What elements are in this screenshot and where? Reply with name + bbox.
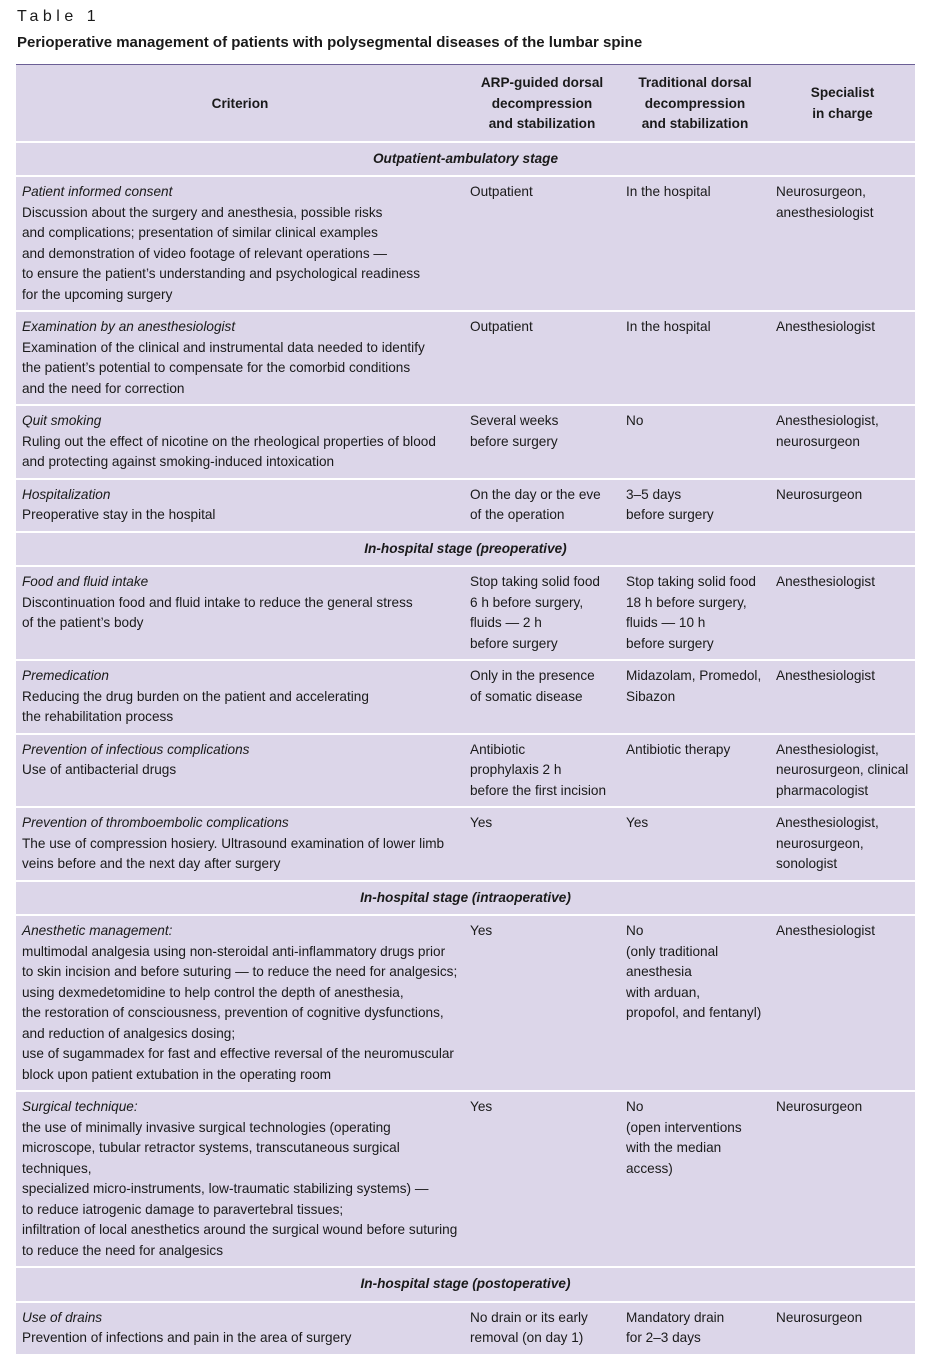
header-arp: ARP-guided dorsal decompression and stabilization [480, 75, 604, 131]
criterion-cell [16, 1091, 464, 1267]
table-row [16, 1091, 915, 1267]
table-row [16, 479, 915, 532]
criterion-desc: Reducing the drug burden on the patient and accelerating the rehabilitation process [22, 688, 369, 724]
criterion-desc: multimodal analgesia using non-steroidal anti-inflammatory drugs prior to skin incision and before suturing — to reduce the need for analgesics; using dexmedetomidine to help control the depth of anesthesia, the restoration of consciousness, prevention of cognitive dysfunctions, and reduction of analgesics dosing; use of sugammadex for fast and effective reversal of the neuromuscular block upon patient extubation in the operating room [22, 943, 458, 1082]
criterion-cell [16, 734, 464, 808]
traditional-cell: 3–5 days before surgery [620, 479, 770, 532]
table-row [16, 176, 915, 311]
criterion-cell [16, 311, 464, 405]
criterion-title: Hospitalization [22, 486, 111, 502]
specialist-cell: Anesthesiologist, neurosurgeon, sonologist [770, 807, 915, 881]
traditional-cell: Mandatory drain for 2–3 days [620, 1302, 770, 1354]
criterion-desc: Prevention of infections and pain in the area of surgery [22, 1330, 352, 1345]
arp-cell: Only in the presence of somatic disease [464, 660, 620, 734]
traditional-cell: In the hospital [620, 311, 770, 405]
specialist-cell: Anesthesiologist, neurosurgeon [770, 405, 915, 479]
specialist-cell: Anesthesiologist [770, 311, 915, 405]
traditional-cell: No (open interventions with the median access) [620, 1091, 770, 1267]
criterion-title: Use of drains [22, 1309, 103, 1325]
arp-cell: Outpatient [464, 311, 620, 405]
header-specialist: Specialist in charge [810, 85, 875, 121]
stage-row [16, 142, 915, 177]
arp-cell: On the day or the eve of the operation [464, 479, 620, 532]
table-row [16, 734, 915, 808]
stage-label: In-hospital stage (preoperative) [16, 532, 915, 567]
arp-cell: Antibiotic prophylaxis 2 h before the first incision [464, 734, 620, 808]
criterion-cell [16, 176, 464, 311]
criterion-desc: Use of antibacterial drugs [22, 762, 177, 777]
arp-cell: Several weeks before surgery [464, 405, 620, 479]
traditional-cell: Stop taking solid food 18 h before surgery, fluids — 10 h before surgery [620, 566, 770, 660]
table-row [16, 660, 915, 734]
criterion-desc: the use of minimally invasive surgical technologies (operating microscope, tubular retractor systems, transcutaneous surgical techniques, specialized micro-instruments, low-traumatic stabilizing systems) — to reduce iatrogenic damage to paravertebral tissues; infiltration of local anesthetics around the surgical wound before suturing to reduce the need for analgesics [22, 1119, 458, 1258]
criterion-title: Patient informed consent [22, 184, 173, 199]
specialist-cell: Neurosurgeon [770, 479, 915, 532]
traditional-cell: Midazolam, Promedol, Sibazon [620, 660, 770, 734]
criterion-desc: The use of compression hosiery. Ultrasound examination of lower limb veins before and the next day after surgery [22, 835, 445, 871]
stage-row [16, 1267, 915, 1302]
criterion-title: Food and fluid intake [22, 574, 149, 589]
arp-cell: Outpatient [464, 176, 620, 311]
stage-label: In-hospital stage (postoperative) [16, 1267, 915, 1302]
traditional-cell: Yes [620, 807, 770, 881]
criterion-cell [16, 566, 464, 660]
arp-cell: Yes [464, 807, 620, 881]
criterion-title: Anesthetic management: [22, 923, 173, 938]
criterion-cell [16, 479, 464, 532]
traditional-cell: No (only traditional anesthesia with arduan, propofol, and fentanyl) [620, 915, 770, 1091]
specialist-cell: Anesthesiologist [770, 566, 915, 660]
table-row [16, 405, 915, 479]
table-row [16, 1302, 915, 1354]
stage-row [16, 881, 915, 916]
table-caption: Perioperative management of patients with polysegmental diseases of the lumbar spine [17, 34, 643, 51]
specialist-cell: Neurosurgeon, anesthesiologist [770, 176, 915, 311]
specialist-cell: Anesthesiologist [770, 660, 915, 734]
perioperative-table [16, 64, 915, 1354]
table-row [16, 566, 915, 660]
specialist-cell: Neurosurgeon [770, 1091, 915, 1267]
criterion-desc: Ruling out the effect of nicotine on the rheological properties of blood and protecting against smoking-induced intoxication [22, 433, 436, 469]
criterion-cell [16, 405, 464, 479]
arp-cell: Stop taking solid food 6 h before surgery, fluids — 2 h before surgery [464, 566, 620, 660]
table-header-row [16, 65, 915, 142]
criterion-desc: Discontinuation food and fluid intake to reduce the general stress of the patient’s body [22, 594, 413, 630]
header-traditional: Traditional dorsal decompression and stabilization [638, 75, 752, 131]
criterion-title: Premedication [22, 668, 109, 683]
table-row [16, 807, 915, 881]
criterion-cell [16, 660, 464, 734]
stage-label: In-hospital stage (intraoperative) [16, 881, 915, 916]
criterion-cell [16, 807, 464, 881]
table-label: Table 1 [17, 8, 101, 25]
table-row [16, 311, 915, 405]
specialist-cell: Anesthesiologist, neurosurgeon, clinical pharmacologist [770, 734, 915, 808]
specialist-cell: Anesthesiologist [770, 915, 915, 1091]
arp-cell: No drain or its early removal (on day 1) [464, 1302, 620, 1354]
table-row [16, 915, 915, 1091]
criterion-desc: Examination of the clinical and instrumental data needed to identify the patient’s potential to compensate for the comorbid conditions and the need for correction [22, 339, 425, 396]
traditional-cell: No [620, 405, 770, 479]
criterion-title: Prevention of thromboembolic complications [22, 815, 289, 830]
header-criterion: Criterion [211, 95, 269, 111]
arp-cell: Yes [464, 1091, 620, 1267]
criterion-cell [16, 1302, 464, 1354]
criterion-title: Quit smoking [22, 413, 102, 428]
criterion-desc: Preoperative stay in the hospital [22, 507, 216, 522]
traditional-cell: In the hospital [620, 176, 770, 311]
specialist-cell: Neurosurgeon [770, 1302, 915, 1354]
stage-row [16, 532, 915, 567]
criterion-title: Prevention of infectious complications [22, 741, 250, 757]
criterion-title: Surgical technique: [22, 1099, 138, 1114]
criterion-title: Examination by an anesthesiologist [22, 319, 236, 334]
criterion-desc: Discussion about the surgery and anesthesia, possible risks and complications; presentation of similar clinical examples and demonstration of video footage of relevant operations — to ensure the patient’s understanding and psychological readiness for the upcoming surgery [22, 204, 421, 302]
criterion-cell [16, 915, 464, 1091]
stage-label: Outpatient-ambulatory stage [16, 142, 915, 177]
traditional-cell: Antibiotic therapy [620, 734, 770, 808]
arp-cell: Yes [464, 915, 620, 1091]
